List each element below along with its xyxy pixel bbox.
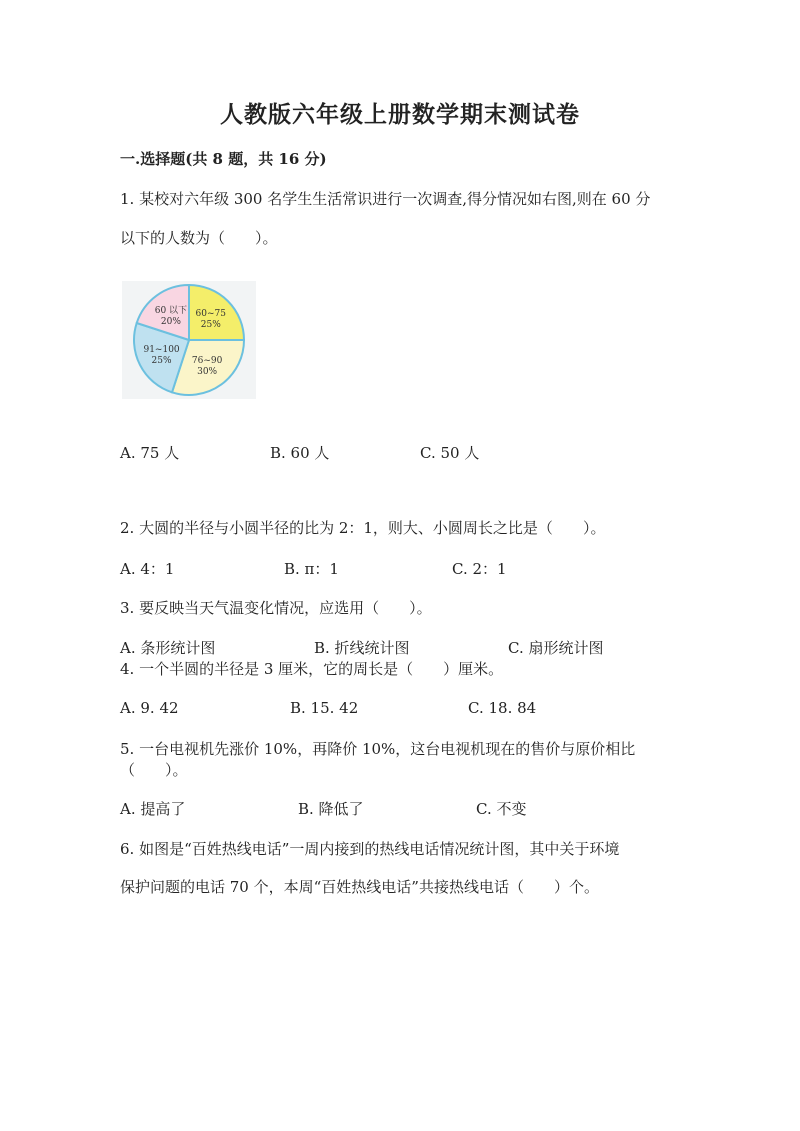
q4-option-c[interactable]: C. 18. 84 — [468, 699, 537, 717]
question-3-line-1: 3. 要反映当天气温变化情况，应选用（ ）。 — [120, 599, 432, 617]
q1-option-b[interactable]: B. 60 人 — [270, 444, 330, 462]
question-4-line-1: 4. 一个半圆的半径是 3 厘米，它的周长是（ ）厘米。 — [120, 660, 504, 678]
q4-option-b[interactable]: B. 15. 42 — [290, 699, 359, 717]
q5-option-b[interactable]: B. 降低了 — [298, 800, 364, 818]
pie-slice-range-label: 91~100 — [143, 344, 180, 355]
question-1-line-1: 1. 某校对六年级 300 名学生生活常识进行一次调查,得分情况如右图,则在 60 分 — [120, 190, 651, 208]
q2-option-b[interactable]: B. π：1 — [284, 560, 339, 578]
pie-slice-range-label: 76~90 — [191, 355, 223, 366]
pie-slice-percent-label: 25% — [200, 320, 221, 331]
pie-slice-percent-label: 30% — [197, 366, 218, 377]
q3-option-a[interactable]: A. 条形统计图 — [120, 639, 216, 657]
q1-option-a[interactable]: A. 75 人 — [120, 444, 180, 462]
score-pie-chart — [122, 281, 256, 399]
q1-option-c[interactable]: C. 50 人 — [420, 444, 480, 462]
question-1-line-2: 以下的人数为（ ）。 — [120, 229, 278, 247]
question-6-line-1: 6. 如图是“百姓热线电话”一周内接到的热线电话情况统计图，其中关于环境 — [120, 840, 620, 858]
section-heading: 一.选择题(共 8 题，共 16 分) — [120, 150, 327, 168]
question-2-line-1: 2. 大圆的半径与小圆半径的比为 2：1，则大、小圆周长之比是（ ）。 — [120, 519, 606, 537]
q5-option-c[interactable]: C. 不变 — [476, 800, 527, 818]
question-5-line-1: 5. 一台电视机先涨价 10%，再降价 10%，这台电视机现在的售价与原价相比 — [120, 740, 636, 758]
q5-option-a[interactable]: A. 提高了 — [120, 800, 186, 818]
q2-option-c[interactable]: C. 2：1 — [452, 560, 507, 578]
pie-slice-percent-label: 20% — [160, 317, 181, 328]
page-title: 人教版六年级上册数学期末测试卷 — [220, 101, 580, 128]
question-5-line-2: （ ）。 — [120, 761, 188, 779]
pie-slice-percent-label: 25% — [151, 355, 172, 366]
q3-option-b[interactable]: B. 折线统计图 — [314, 639, 410, 657]
pie-slice-range-label: 60 以下 — [154, 306, 188, 317]
question-6-line-2: 保护问题的电话 70 个，本周“百姓热线电话”共接热线电话（ ）个。 — [120, 878, 599, 896]
pie-slice-range-label: 60~75 — [195, 309, 227, 320]
q4-option-a[interactable]: A. 9. 42 — [120, 699, 179, 717]
q2-option-a[interactable]: A. 4：1 — [120, 560, 175, 578]
q3-option-c[interactable]: C. 扇形统计图 — [508, 639, 604, 657]
